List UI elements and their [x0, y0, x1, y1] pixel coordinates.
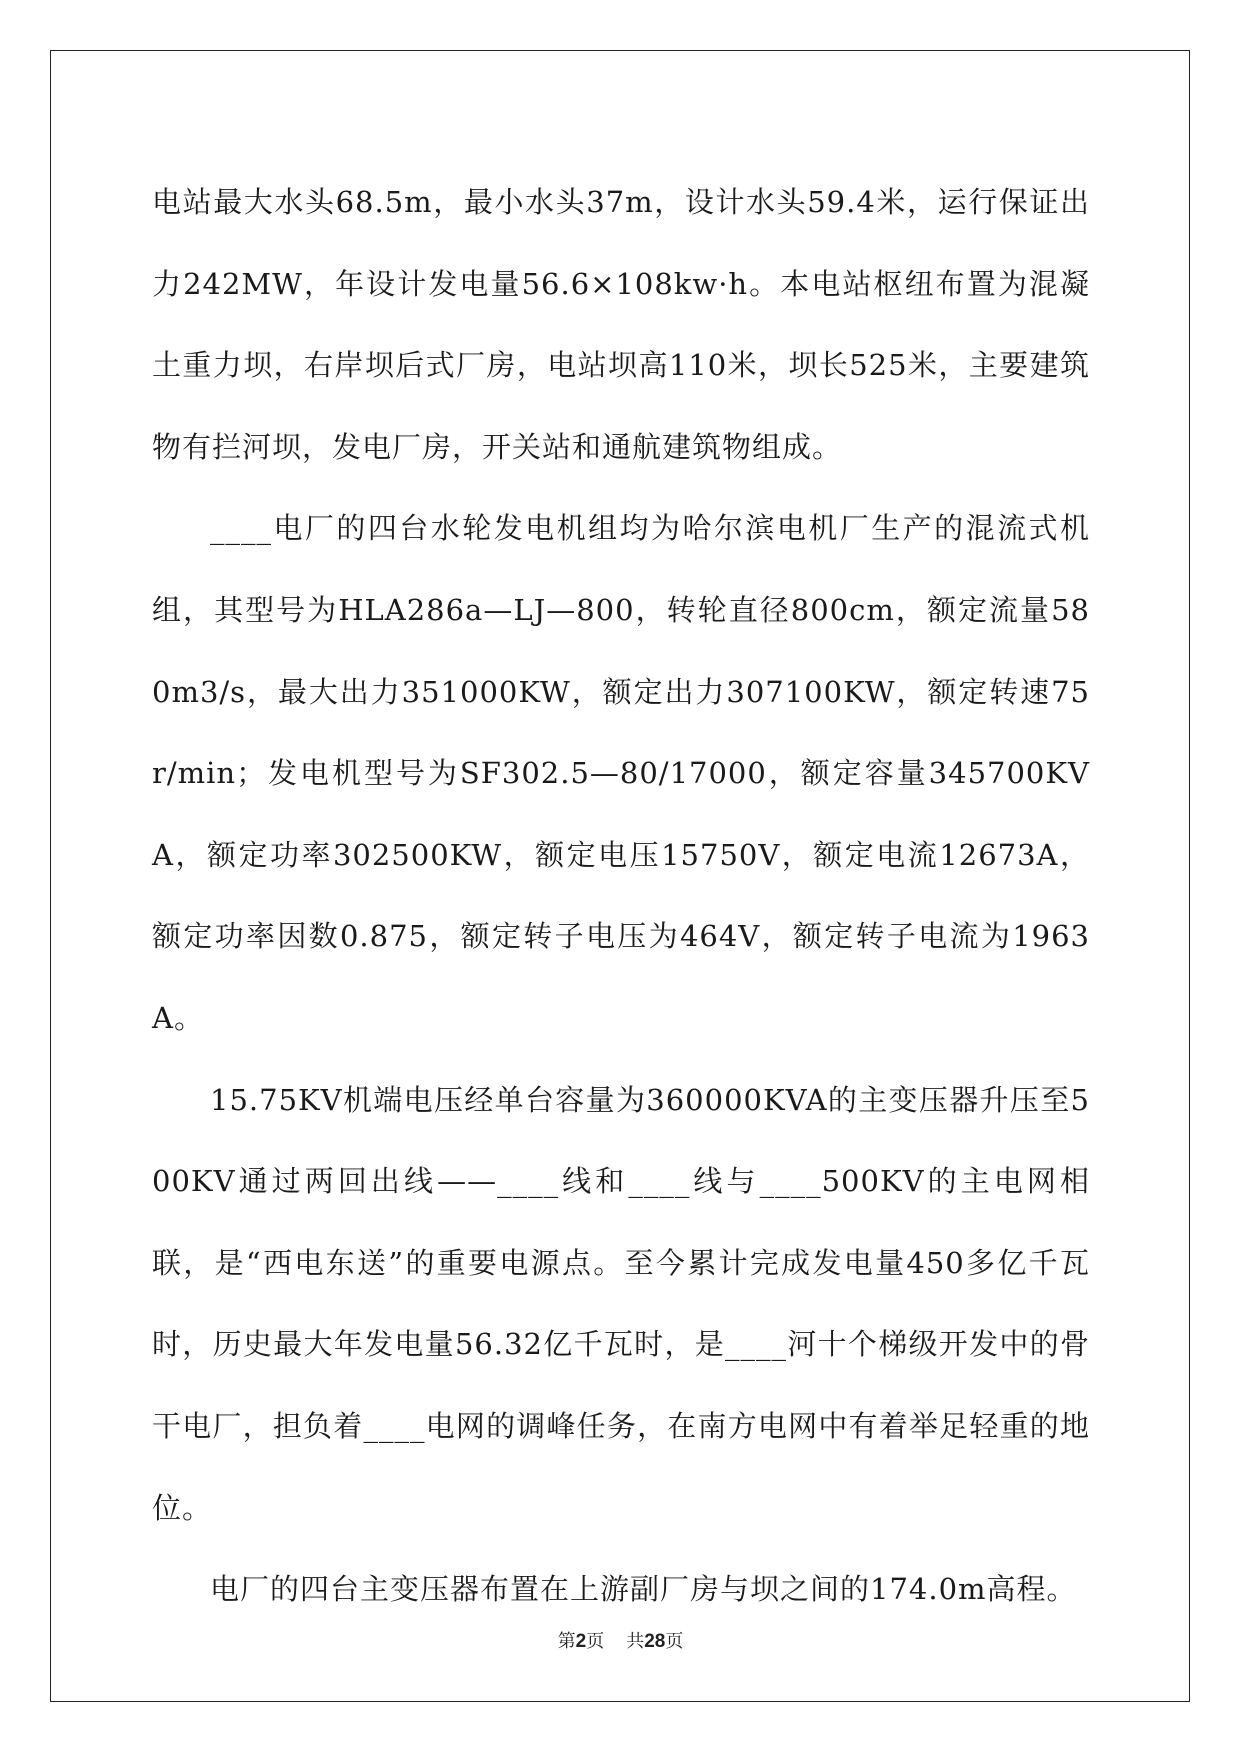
page-prefix: 第 — [557, 1631, 576, 1652]
paragraph-4: 电厂的四台主变压器布置在上游副厂房与坝之间的174.0m高程。 — [210, 1572, 1077, 1607]
page-footer — [0, 1627, 1241, 1653]
total-pages: 28 — [644, 1631, 666, 1652]
total-prefix: 共 — [626, 1631, 645, 1652]
page-number: 2 — [575, 1631, 587, 1652]
page-suffix: 页 — [586, 1631, 605, 1652]
paragraph-2: ____电厂的四台水轮发电机组均为哈尔滨电机厂生产的混流式机组，其型号为HLA286a—LJ—800，转轮直径800cm，额定流量580m3/s，最大出力351000KW，额定出力307100KW，额定转速75r/min；发电机型号为SF302.5—80/17000，额定容量345700KVA，额定功率302500KW，额定电压15750V，额定电流12673A，额定功率因数0.875，额定转子电压为464V，额定转子电流为1963A。 — [152, 511, 1090, 1035]
total-suffix: 页 — [665, 1631, 684, 1652]
document-body — [152, 162, 1090, 1631]
paragraph-1: 电站最大水头68.5m，最小水头37m，设计水头59.4米，运行保证出力242MW，年设计发电量56.6×108kw·h。本电站枢纽布置为混凝土重力坝，右岸坝后式厂房，电站坝高110米，坝长525米，主要建筑物有拦河坝，发电厂房，开关站和通航建筑物组成。 — [152, 185, 1090, 464]
paragraph-3: 15.75KV机端电压经单台容量为360000KVA的主变压器升压至500KV通过两回出线——____线和____线与____500KV的主电网相联，是“西电东送”的重要电源点。至今累计完成发电量450多亿千瓦时，历史最大年发电量56.32亿千瓦时，是____河十个梯级开发中的骨干电厂，担负着____电网的调峰任务，在南方电网中有着举足轻重的地位。 — [152, 1082, 1090, 1525]
